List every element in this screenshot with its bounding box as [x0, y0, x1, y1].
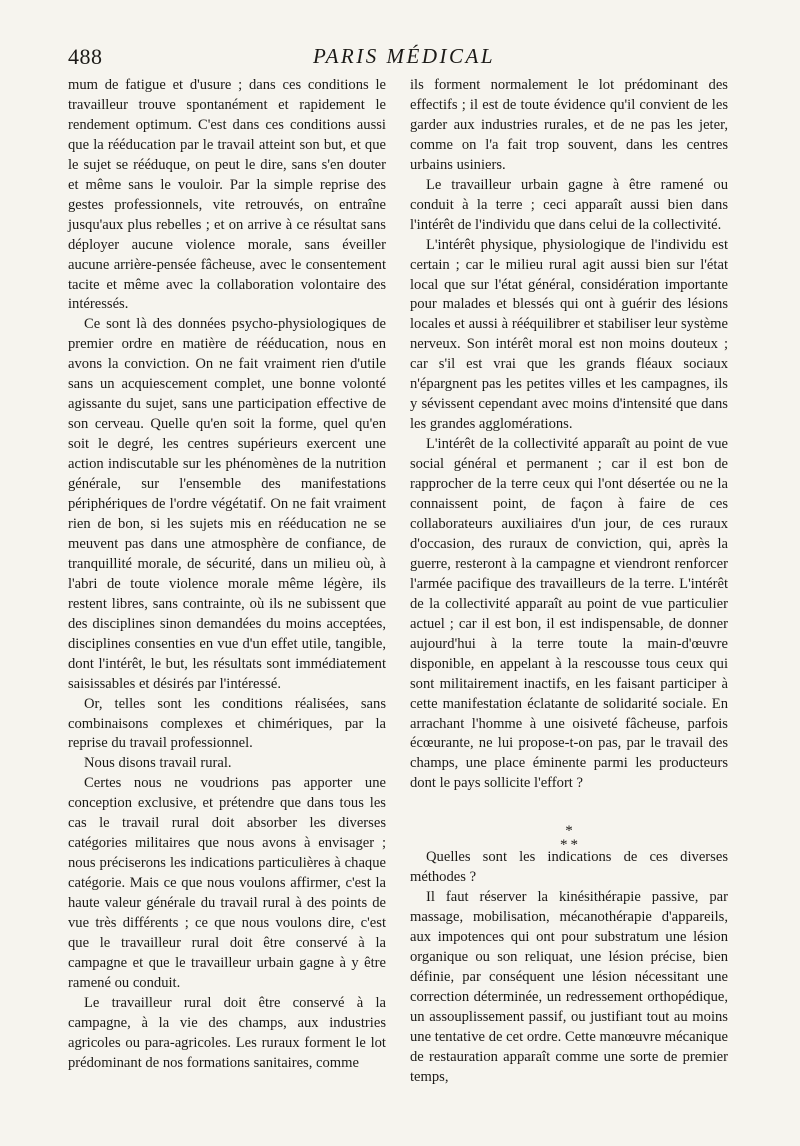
paragraph: L'intérêt de la collectivité apparaît au point de vue social général et permanent ; car il est bon de rapprocher de la terre ceux qui l'ont désertée ou ne la connaissent point, de façon à faire de ces collaborateurs auxiliaires d'un jour, de ces ruraux d'occasion, des ruraux de conviction, qui, après la guerre, resteront à la campagne et viendront renforcer l'armée pacifique des travailleurs de la terre. L'intérêt de la collectivité apparaît au point de vue particulier actuel ; car il est bon, il est indispensable, de donner aujourd'hui à la terre toute la main-d'œuvre disponible, en appelant à la rescousse tous ceux qui sont militairement inactifs, en les faisant participer à cette manifestation éclatante de solidarité sociale. En arrachant l'homme à une oisiveté fâcheuse, parfois écœurante, ne lui propose-t-on pas, par le travail des champs, une place éminente parmi les producteurs dont le pays sollicite l'effort ? — [410, 436, 728, 792]
paragraph: Il faut réserver la kinésithérapie passive, par massage, mobilisation, mécanothérapie d'appareils, aux impotences qui ont pour substratum une lésion organique ou son reliquat, une lésion précise, bien définie, par conséquent une lésion nécessitant une correction déterminée, un redressement orthopédique, un assouplissement passif, ou justifiant tout au moins une tentative de cet ordre. Cette manœuvre mécanique de restauration apparaît comme une sorte de premier temps, — [410, 889, 728, 1085]
right-column — [410, 76, 728, 1088]
page-header — [68, 44, 740, 74]
paragraph: Le travailleur rural doit être conservé à la campagne, à la vie des champs, aux industries agricoles ou para-agricoles. Les ruraux forment le lot prédominant de nos formations sanitaires, comme — [68, 994, 386, 1071]
paragraph: Le travailleur urbain gagne à être ramené ou conduit à la terre ; ceci apparaît aussi bien dans l'intérêt de l'individu que dans celui de la collectivité. — [410, 176, 728, 233]
section-separator — [410, 794, 728, 854]
page-number: 488 — [68, 44, 103, 69]
paragraph: mum de fatigue et d'usure ; dans ces conditions le travailleur trouve spontanément et rapidement le rendement optimum. C'est dans ces conditions aussi que la rééducation par le travail atteint son but, et que le sujet se rééduque, on peut le dire, sans s'en douter et même sans le vouloir. Par la simple reprise des gestes professionnels, vite retrouvés, on entraîne jusqu'aux plus rebelles ; et on arrive à ce résultat sans déployer aucune violence morale, sans éveiller aucune arrière-pensée fâcheuse, avec le consentement tacite et même avec la collaboration volontaire des intéressés. — [68, 77, 386, 313]
asterism-bottom: ** — [560, 837, 581, 854]
paragraph: Quelles sont les indications de ces diverses méthodes ? — [410, 849, 728, 886]
paragraph: Ce sont là des données psycho-physiologiques de premier ordre en matière de rééducation, nous en avons la conviction. On ne fait vraiment rien d'utile sans un acquiescement complet, une bonne volonté agissante du sujet, sans une participation effective de son cerveau. Quelle qu'en soit la forme, quel qu'en soit le degré, les centres supérieurs exercent une action indiscutable sur les phénomènes de la nutrition générale, sur l'ensemble des manifestations périphériques de l'ordre végétatif. On ne fait vraiment rien de bon, si les sujets mis en rééducation ne se meuvent pas dans une atmosphère de confiance, de tranquillité morale, de sécurité, dans un milieu où, à l'abri de toute violence morale même légère, ils restent libres, sans contrainte, où ils ne subissent que des disciplines sinon demandées du moins acceptées, disciplines consenties en vue d'un effet utile, tangible, dont l'intérêt, le but, les résultats sont immédiatement saisissables et désirés par l'intéressé. — [68, 316, 386, 692]
left-column — [68, 76, 386, 1074]
asterism-top: * — [565, 823, 573, 840]
paragraph: Certes nous ne voudrions pas apporter une conception exclusive, et prétendre que dans tous les cas le travail rural doit absorber les diverses catégories militaires que nous avons à envisager ; nous préciserons les indications particulières à chaque catégorie. Mais ce que nous voulons affirmer, c'est la haute valeur générale du travail rural à des points de vue très différents ; ce que nous voulons dire, c'est que le travailleur rural doit être conservé à la campagne et que le travailleur urbain gagne à y être ramené ou conduit. — [68, 775, 386, 991]
paragraph: Or, telles sont les conditions réalisées, sans combinaisons complexes et chimériques, par la reprise du travail professionnel. — [68, 695, 386, 752]
paragraph: L'intérêt physique, physiologique de l'individu est certain ; car le milieu rural agit aussi bien sur l'état local que sur l'état général, considération importante pour malades et blessés qui ont à guérir des lésions locales et aussi à rééquilibrer et stabiliser leur système nerveux. Son intérêt moral est non moins douteux ; car s'il est vrai que les grands fléaux sociaux n'épargnent pas les petites villes et les campagnes, ils y sévissent cependant avec moins d'intensité que dans les grandes agglomérations. — [410, 236, 728, 433]
running-title: PARIS MÉDICAL — [312, 44, 495, 68]
paragraph: ils forment normalement le lot prédominant des effectifs ; il est de toute évidence qu'il convient de les garder aux industries rurales, et de ne pas les jeter, comme on l'a fait trop souvent, dans les centres urbains usiniers. — [410, 77, 728, 173]
paragraph: Nous disons travail rural. — [84, 755, 232, 772]
